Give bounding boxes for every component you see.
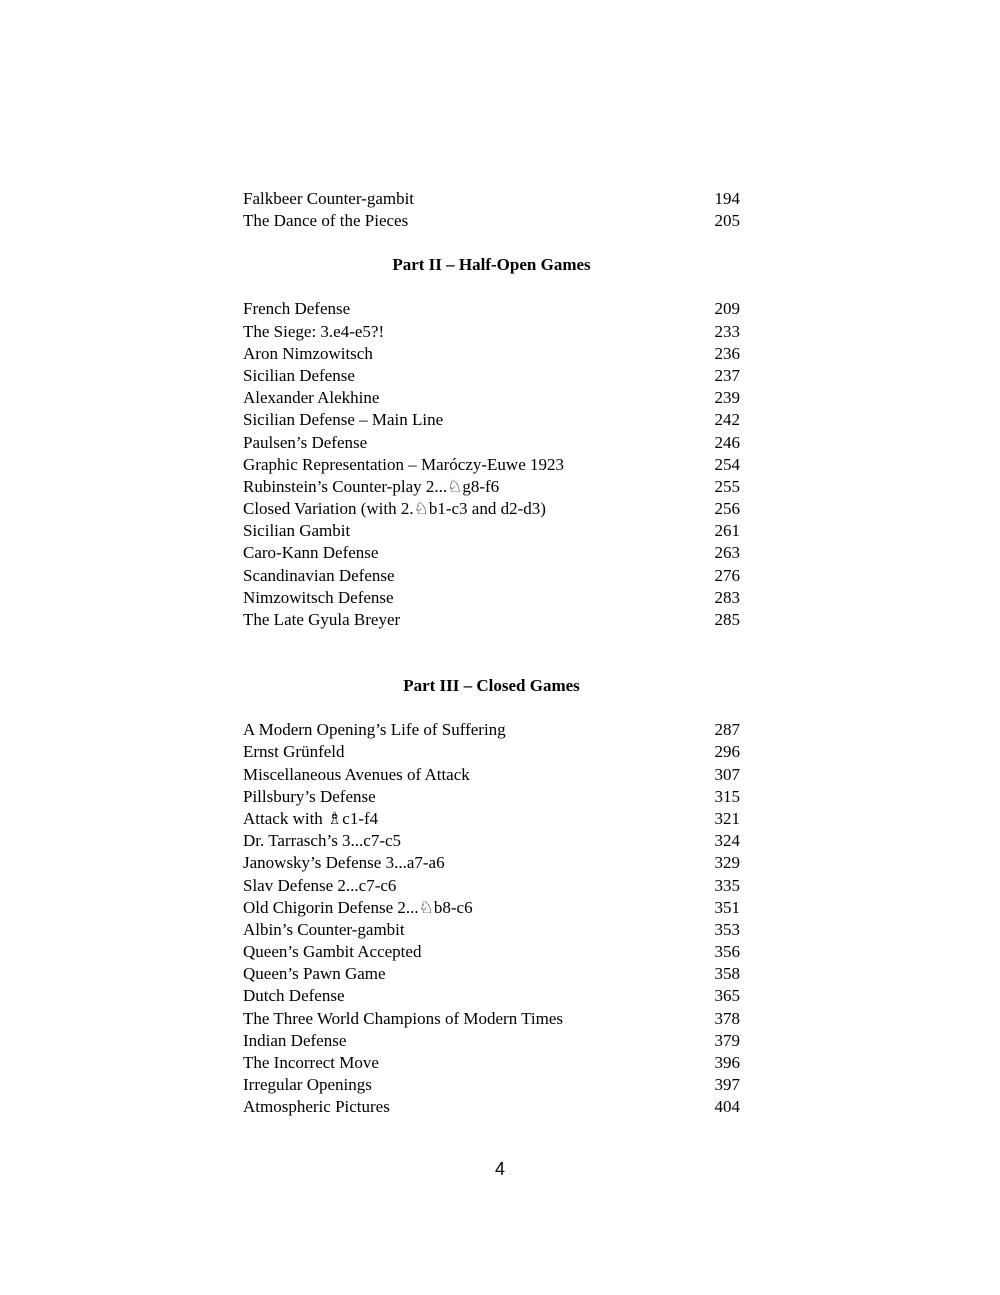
toc-entry	[243, 808, 740, 830]
toc-entry	[243, 298, 740, 320]
toc-entry	[243, 786, 740, 808]
toc-entry-page: 365	[714, 986, 740, 1006]
toc-entry	[243, 609, 740, 631]
toc-entry-page: 285	[714, 610, 740, 629]
spacer	[243, 697, 740, 719]
toc-section-part-2	[243, 298, 740, 631]
toc-entry	[243, 542, 740, 564]
toc-entry-title: Scandinavian Defense	[243, 565, 395, 585]
toc-entry-title: Dutch Defense	[243, 986, 345, 1006]
page-number: 4	[494, 1159, 505, 1179]
toc-entry-title: A Modern Opening’s Life of Suffering	[243, 720, 506, 740]
toc-entry-page: 296	[714, 742, 740, 762]
toc-entry-page: 276	[714, 565, 740, 585]
toc-entry	[243, 719, 740, 741]
toc-entry-page: 256	[714, 499, 740, 519]
toc-entry	[243, 432, 740, 454]
toc-entry-page: 404	[714, 1097, 740, 1117]
toc-entry-title: Sicilian Defense	[243, 365, 355, 385]
toc-entry-title: Falkbeer Counter-gambit	[243, 189, 415, 208]
table-of-contents	[243, 188, 740, 1119]
toc-entry-page: 287	[714, 720, 740, 740]
toc-entry	[243, 321, 740, 343]
toc-entry	[243, 1030, 740, 1052]
toc-entry	[243, 454, 740, 476]
toc-entry-title: Alexander Alekhine	[243, 388, 380, 408]
toc-entry-page: 351	[714, 897, 740, 917]
toc-entry	[243, 897, 740, 919]
toc-entry	[243, 830, 740, 852]
toc-entry-page: 324	[714, 831, 740, 851]
toc-entry-title: Slav Defense 2...c7-c6	[243, 875, 397, 895]
toc-entry	[243, 1008, 740, 1030]
toc-entry-page: 246	[714, 432, 740, 452]
toc-entry-title: The Late Gyula Breyer	[243, 610, 401, 629]
toc-entry	[243, 188, 740, 210]
toc-entry-page: 307	[714, 764, 740, 784]
toc-entry-page: 237	[714, 365, 740, 385]
toc-entry-page: 283	[714, 587, 740, 607]
toc-entry	[243, 476, 740, 498]
toc-entry-page: 209	[714, 299, 740, 319]
toc-entry	[243, 343, 740, 365]
toc-entry-title: Miscellaneous Avenues of Attack	[243, 764, 470, 784]
toc-entry-page: 205	[714, 211, 740, 231]
toc-entry	[243, 587, 740, 609]
toc-entry-page: 329	[714, 853, 740, 873]
toc-section-part-1-end	[243, 188, 740, 232]
toc-entry-page: 335	[714, 875, 740, 895]
toc-entry-title: Nimzowitsch Defense	[243, 587, 394, 607]
toc-entry-title: The Dance of the Pieces	[243, 211, 409, 231]
toc-entry	[243, 365, 740, 387]
toc-entry-title: Sicilian Defense – Main Line	[243, 410, 444, 430]
part-heading: Part II – Half-Open Games	[392, 255, 591, 275]
toc-entry	[243, 764, 740, 786]
toc-entry-page: 396	[714, 1053, 740, 1072]
toc-entry-page: 194	[714, 189, 740, 208]
toc-entry-page: 263	[714, 543, 740, 563]
toc-entry	[243, 1074, 740, 1096]
toc-entry-page: 315	[714, 786, 740, 806]
toc-entry	[243, 919, 740, 941]
toc-entry	[243, 852, 740, 874]
toc-entry-title: Attack with ♗c1-f4	[243, 808, 379, 828]
toc-entry	[243, 1096, 740, 1118]
toc-entry-page: 353	[714, 919, 740, 939]
toc-entry-page: 356	[714, 942, 740, 962]
toc-entry-page: 255	[714, 476, 740, 496]
toc-entry-title: Rubinstein’s Counter-play 2...♘g8-f6	[243, 476, 500, 496]
toc-entry-page: 379	[714, 1030, 740, 1050]
spacer	[243, 276, 740, 298]
toc-entry	[243, 875, 740, 897]
toc-entry	[243, 565, 740, 587]
toc-entry-title: Queen’s Gambit Accepted	[243, 942, 422, 962]
toc-entry-page: 397	[714, 1075, 740, 1095]
toc-entry	[243, 387, 740, 409]
toc-entry-title: Old Chigorin Defense 2...♘b8-c6	[243, 897, 473, 917]
toc-entry-title: Pillsbury’s Defense	[243, 786, 376, 806]
toc-entry-title: Closed Variation (with 2.♘b1-c3 and d2-d3)	[243, 499, 546, 519]
toc-entry	[243, 741, 740, 763]
toc-entry-page: 233	[714, 321, 740, 341]
toc-entry	[243, 520, 740, 542]
toc-entry-page: 261	[714, 521, 740, 541]
toc-entry-page: 236	[714, 343, 740, 363]
toc-entry-title: The Siege: 3.e4-e5?!	[243, 321, 385, 341]
toc-entry-title: Caro-Kann Defense	[243, 543, 379, 563]
toc-entry-title: Indian Defense	[243, 1030, 347, 1050]
toc-entry-title: Irregular Openings	[243, 1075, 372, 1095]
toc-entry	[243, 963, 740, 985]
toc-entry-title: Janowsky’s Defense 3...a7-a6	[243, 853, 445, 873]
toc-entry-title: Queen’s Pawn Game	[243, 964, 386, 984]
toc-entry-title: The Three World Champions of Modern Times	[243, 1008, 564, 1028]
toc-entry-page: 321	[714, 808, 740, 828]
toc-entry	[243, 985, 740, 1007]
spacer	[243, 232, 740, 254]
toc-entry-page: 254	[714, 454, 740, 474]
toc-entry-title: Atmospheric Pictures	[243, 1097, 390, 1117]
toc-entry-title: Dr. Tarrasch’s 3...c7-c5	[243, 831, 402, 851]
toc-entry-title: Aron Nimzowitsch	[243, 343, 373, 363]
toc-entry-page: 242	[714, 410, 740, 430]
toc-entry-page: 239	[714, 388, 740, 408]
part-heading: Part III – Closed Games	[403, 676, 580, 696]
toc-section-part-3	[243, 719, 740, 1118]
toc-entry-page: 378	[714, 1008, 740, 1028]
toc-entry-title: Graphic Representation – Maróczy-Euwe 1923	[243, 454, 564, 474]
toc-entry-title: The Incorrect Move	[243, 1053, 379, 1072]
toc-entry-title: French Defense	[243, 299, 351, 319]
toc-entry	[243, 409, 740, 431]
spacer	[243, 631, 740, 675]
toc-entry	[243, 498, 740, 520]
toc-entry	[243, 941, 740, 963]
toc-entry-page: 358	[714, 964, 740, 984]
toc-entry-title: Albin’s Counter-gambit	[243, 919, 405, 939]
toc-entry-title: Sicilian Gambit	[243, 521, 351, 541]
toc-entry-title: Paulsen’s Defense	[243, 432, 368, 452]
toc-entry-title: Ernst Grünfeld	[243, 742, 345, 762]
toc-entry	[243, 1052, 740, 1074]
toc-entry	[243, 210, 740, 232]
